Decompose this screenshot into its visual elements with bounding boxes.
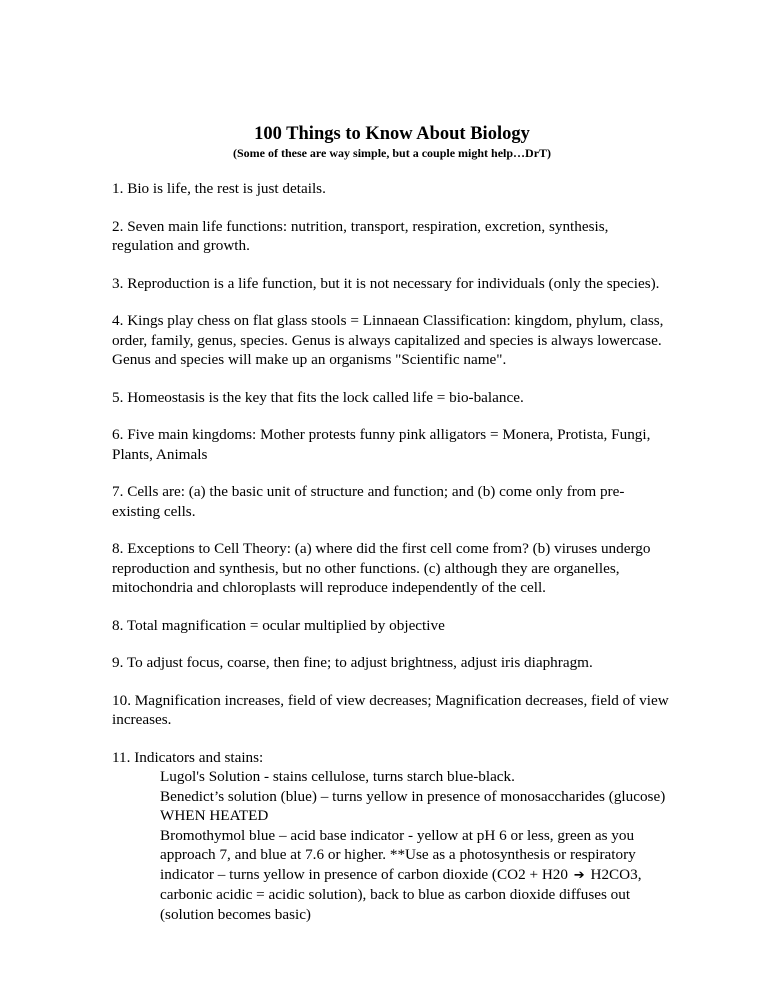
fact-item-5: 5. Homeostasis is the key that fits the lock called life = bio-balance. bbox=[112, 388, 524, 406]
document-subtitle: (Some of these are way simple, but a couple might help…DrT) bbox=[232, 146, 552, 160]
fact-item-3: 3. Reproduction is a life function, but it is not necessary for individuals (only the species). bbox=[112, 274, 660, 292]
fact-item-8: 8. Exceptions to Cell Theory: (a) where did the first cell come from? (b) viruses undergo reproduction and synthesis, but no other functions. (c) although they are organelles, mitochondria and chloroplasts will reproduce independently of the cell. bbox=[112, 540, 651, 596]
document-page bbox=[112, 123, 672, 942]
fact-item-9: 9. To adjust focus, coarse, then fine; to adjust brightness, adjust iris diaphragm. bbox=[112, 654, 593, 671]
fact-item-11 bbox=[112, 748, 672, 925]
fact-item-4: 4. Kings play chess on flat glass stools = Linnaean Classification: kingdom, phylum, class, order, family, genus, species. Genus is always capitalized and species is always lowercase. Genus and species will make up an organisms "Scientific name". bbox=[112, 312, 664, 368]
indicators-heading: 11. Indicators and stains: bbox=[112, 748, 264, 766]
indicator-lugol: Lugol's Solution - stains cellulose, turns starch blue-black. bbox=[160, 768, 515, 785]
fact-item-8b: 8. Total magnification = ocular multiplied by objective bbox=[112, 616, 445, 634]
right-arrow-icon: ➔ bbox=[573, 867, 585, 883]
fact-item-10: 10. Magnification increases, field of view decreases; Magnification decreases, field of view increases. bbox=[112, 691, 669, 728]
fact-item-2: 2. Seven main life functions: nutrition, transport, respiration, excretion, synthesis, regulation and growth. bbox=[112, 217, 609, 254]
fact-list bbox=[112, 179, 672, 924]
fact-item-6: 6. Five main kingdoms: Mother protests funny pink alligators = Monera, Protista, Fungi, Plants, Animals bbox=[112, 426, 651, 463]
bromothymol-text-start: Bromothymol blue – acid base indicator - yellow at pH 6 or less, green as you approach 7, and blue at 7.6 or higher. **Use as a photosynthesis or respiratory indicator – turns yellow in presence of carbon dioxide (CO2 + H20 bbox=[160, 826, 636, 883]
fact-item-1: 1. Bio is life, the rest is just details. bbox=[112, 180, 326, 197]
indicator-bromothymol bbox=[160, 826, 672, 925]
indicators-list bbox=[112, 767, 672, 924]
bromothymol-text-end: H2CO3, carbonic acidic = acidic solution), back to blue as carbon dioxide diffuses out (solution becomes basic) bbox=[160, 865, 642, 923]
fact-item-7: 7. Cells are: (a) the basic unit of structure and function; and (b) come only from pre-existing cells. bbox=[112, 483, 625, 520]
document-title: 100 Things to Know About Biology bbox=[254, 124, 530, 144]
indicator-benedict: Benedict’s solution (blue) – turns yellow in presence of monosaccharides (glucose) WHEN HEATED bbox=[160, 787, 666, 824]
